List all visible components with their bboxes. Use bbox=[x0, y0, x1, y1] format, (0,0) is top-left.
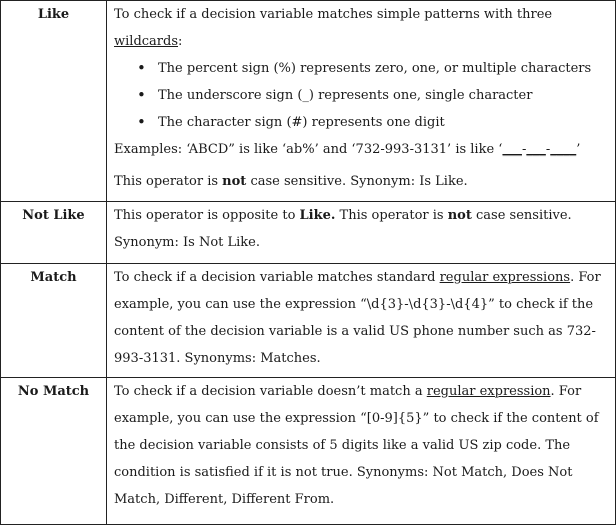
table-row-not-like bbox=[1, 202, 616, 264]
operator-name-like: Like bbox=[1, 1, 107, 202]
table-row-like bbox=[1, 1, 616, 202]
operator-description-not-like: This operator is opposite to Like. This operator is not case sensitive. Synonym: Is Not Like. bbox=[107, 202, 616, 264]
operator-name-no-match: No Match bbox=[1, 378, 107, 525]
operator-description-like bbox=[107, 1, 616, 202]
operator-description-match: To check if a decision variable matches standard regular expressions. For example, you can use the expression “\d{3}-\d{3}-\d{4}” to check if the content of the decision variable is a valid US phone number such as 732-993-3131. Synonyms: Matches. bbox=[107, 264, 616, 378]
table-row-match bbox=[1, 264, 616, 378]
list-item: • The character sign (#) represents one digit bbox=[158, 109, 609, 136]
like-intro: To check if a decision variable matches simple patterns with three wildcards: bbox=[114, 7, 553, 49]
operator-name-not-like: Not Like bbox=[1, 202, 107, 264]
list-item: • The percent sign (%) represents zero, one, or multiple characters bbox=[158, 55, 609, 82]
list-item: • The underscore sign (_) represents one, single character bbox=[158, 82, 609, 109]
wildcard-list bbox=[114, 55, 609, 136]
like-case-note: This operator is not case sensitive. Synonym: Is Like. bbox=[114, 174, 468, 189]
operator-description-no-match: To check if a decision variable doesn’t match a regular expression. For example, you can use the expression “[0-9]{5}” to check if the content of the decision variable consists of 5 digits like a valid US zip code. The condition is satisfied if it is not true. Synonyms: Not Match, Does Not Match, Different, Different From. bbox=[107, 378, 616, 525]
table-row-no-match bbox=[1, 378, 616, 525]
regular-expressions-link[interactable]: regular expressions bbox=[439, 270, 571, 285]
operator-name-match: Match bbox=[1, 264, 107, 378]
wildcards-link[interactable]: wildcards bbox=[114, 34, 179, 49]
regular-expression-link[interactable]: regular expression bbox=[426, 384, 551, 399]
like-examples: Examples: ‘ABCD” is like ‘ab%’ and ‘732-993-3131’ is like ‘___-___-____’ bbox=[114, 142, 581, 157]
